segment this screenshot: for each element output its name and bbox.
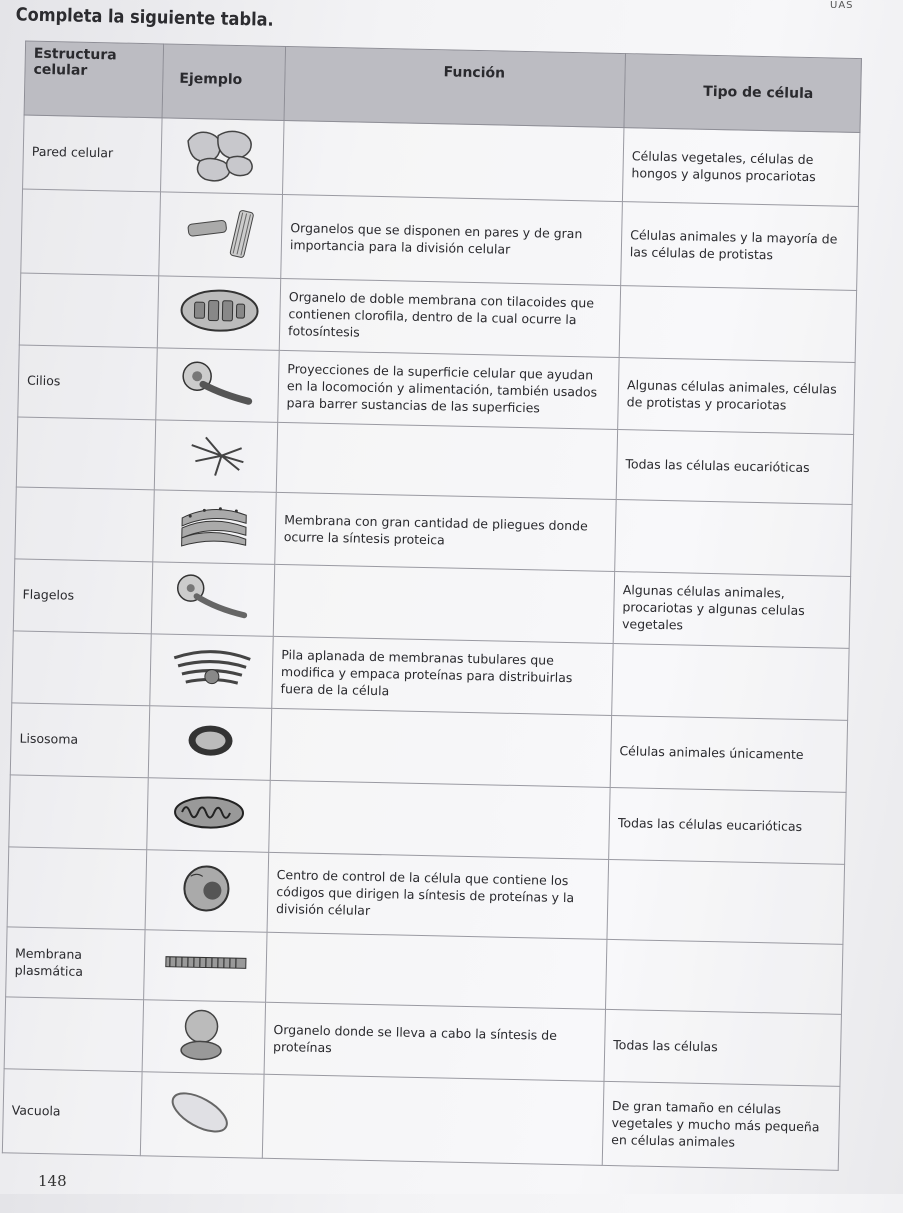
cell-type-cell[interactable]: Células animales y la mayoría de las células de protistas: [621, 202, 859, 291]
structure-cell[interactable]: Cilios: [18, 345, 157, 420]
function-cell[interactable]: Pila aplanada de membranas tubulares que modifica y empaca proteínas para distribuirlas fuera de la célula: [272, 636, 613, 715]
cell-type-cell[interactable]: [605, 939, 842, 1014]
cytoskeleton-icon: [170, 425, 261, 483]
function-cell[interactable]: [266, 932, 607, 1009]
structure-cell[interactable]: Membrana plasmática: [6, 927, 145, 1000]
vacuole-icon: [157, 1084, 248, 1142]
centrioles-icon: [175, 202, 266, 264]
header-tipo: Tipo de célula: [624, 54, 861, 133]
cell-type-cell[interactable]: Células vegetales, células de hongos y algunos procariotas: [622, 128, 859, 207]
cell-type-cell[interactable]: Algunas células animales, procariotas y algunas celulas vegetales: [613, 571, 850, 648]
example-cell: [142, 1000, 265, 1075]
structure-cell[interactable]: [12, 631, 151, 706]
structure-cell[interactable]: [21, 189, 161, 276]
example-cell: [161, 118, 285, 195]
structure-cell[interactable]: Flagelos: [13, 559, 152, 634]
rough-er-icon: [169, 496, 260, 554]
structure-cell[interactable]: Vacuola: [2, 1069, 142, 1156]
function-cell[interactable]: [262, 1074, 604, 1165]
structure-cell[interactable]: [9, 775, 148, 850]
structure-cell[interactable]: Pared celular: [23, 115, 163, 192]
structure-cell[interactable]: [4, 997, 143, 1072]
cell-type-cell[interactable]: Algunas células animales, células de protistas y procariotas: [618, 358, 855, 435]
cell-type-cell[interactable]: [619, 286, 856, 363]
nucleus-icon: [161, 858, 252, 920]
example-cell: [144, 930, 267, 1003]
example-cell: [151, 562, 274, 637]
function-cell[interactable]: Proyecciones de la superficie celular que ayudan en la locomoción y alimentación, también usados para barrer sustancias de las superficies: [278, 350, 619, 429]
cilia-icon: [172, 354, 263, 412]
chloroplast-icon: [173, 282, 264, 340]
cell-structure-table: [2, 41, 862, 1171]
structure-cell[interactable]: Lisosoma: [10, 703, 149, 778]
function-cell[interactable]: [282, 120, 623, 201]
structure-cell[interactable]: [19, 273, 158, 348]
example-cell: [157, 276, 280, 351]
example-cell: [147, 778, 270, 853]
lysosome-icon: [165, 715, 256, 767]
cell-type-cell[interactable]: Todas las células eucarióticas: [616, 430, 853, 505]
function-cell[interactable]: Organelo de doble membrana con tilacoides que contienen clorofila, dentro de la cual ocurre la fotosíntesis: [279, 278, 620, 357]
example-cell: [153, 490, 276, 565]
function-cell[interactable]: Organelos que se disponen en pares y de gran importancia para la división celular: [281, 194, 623, 285]
page-title: Completa la siguiente tabla.: [15, 4, 273, 30]
corner-label: UAS: [830, 0, 854, 11]
function-cell[interactable]: Organelo donde se lleva a cabo la síntesis de proteínas: [264, 1002, 605, 1081]
example-cell: [148, 706, 271, 781]
example-cell: [140, 1072, 264, 1159]
function-cell[interactable]: [276, 422, 617, 499]
header-ejemplo: Ejemplo: [162, 44, 286, 121]
example-cell: [159, 192, 283, 279]
ribosome-icon: [158, 1004, 249, 1066]
function-cell[interactable]: Membrana con gran cantidad de pliegues donde ocurre la síntesis proteica: [275, 492, 616, 571]
cell-type-cell[interactable]: De gran tamaño en células vegetales y mucho más pequeña en células animales: [602, 1081, 840, 1170]
example-cell: [150, 634, 273, 709]
cell-type-cell[interactable]: Todas las células: [604, 1009, 841, 1086]
example-cell: [154, 420, 277, 493]
function-cell[interactable]: [270, 708, 611, 787]
example-cell: [156, 348, 279, 423]
function-cell[interactable]: [273, 564, 614, 643]
flagella-icon: [167, 568, 258, 626]
golgi-icon: [163, 640, 260, 698]
header-funcion: Función: [284, 46, 625, 127]
function-cell[interactable]: [269, 780, 610, 859]
example-cell: [145, 850, 269, 933]
mitochondrion-icon: [163, 787, 254, 839]
table-row: [2, 1069, 840, 1170]
structure-cell[interactable]: [15, 487, 154, 562]
function-cell[interactable]: Centro de control de la célula que contiene los códigos que dirigen la síntesis de proteínas y la división célular: [267, 852, 609, 939]
plasma-membrane-icon: [157, 943, 254, 985]
cell-type-cell[interactable]: Todas las células eucarióticas: [609, 787, 846, 864]
page-number: 148: [38, 1172, 67, 1190]
structure-cell[interactable]: [16, 417, 155, 490]
header-estructura: Estructura celular: [24, 41, 164, 118]
cell-wall-icon: [177, 123, 268, 185]
cell-type-cell[interactable]: [615, 500, 852, 577]
structure-cell[interactable]: [7, 847, 147, 930]
cell-type-cell[interactable]: Células animales únicamente: [610, 715, 847, 792]
cell-type-cell[interactable]: [607, 859, 845, 944]
cell-type-cell[interactable]: [612, 643, 849, 720]
